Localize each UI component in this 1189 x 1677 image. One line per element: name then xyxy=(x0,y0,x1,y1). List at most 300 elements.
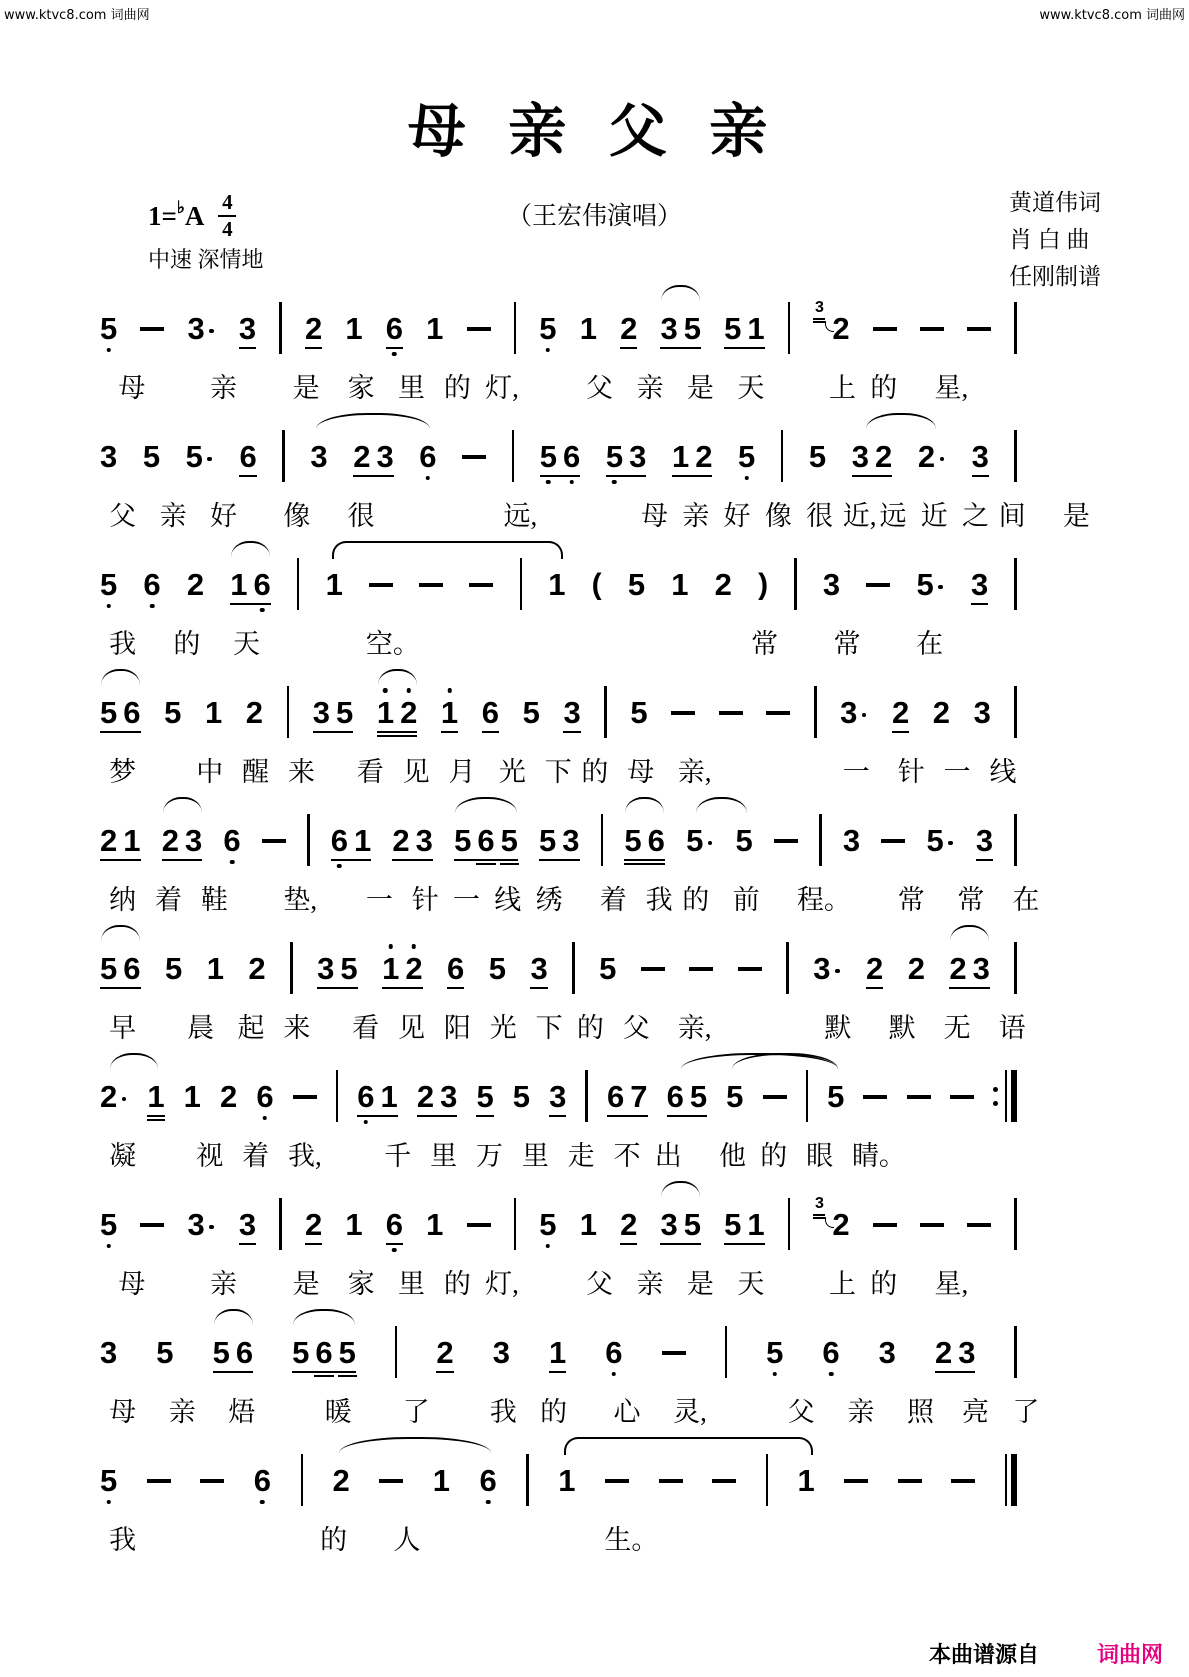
note: 1 xyxy=(345,311,363,346)
note-group xyxy=(671,569,688,600)
note-group xyxy=(239,1209,256,1240)
barline xyxy=(819,814,822,866)
lyric-syllable: 我 xyxy=(109,1525,137,1555)
slur-arc xyxy=(231,541,270,557)
lyric-syllable: 里 xyxy=(398,1269,426,1299)
lyric-syllable: 天 xyxy=(737,1269,765,1299)
note-group xyxy=(715,569,732,600)
note: 6 xyxy=(563,441,580,472)
barline xyxy=(1014,558,1017,610)
note: 5 xyxy=(735,823,753,858)
dash-note xyxy=(467,327,491,331)
eighth-beam xyxy=(386,1243,403,1245)
slur-arc xyxy=(110,1053,158,1069)
lyric-syllable: 近, xyxy=(842,501,877,531)
note-group xyxy=(840,697,868,728)
lyric-syllable: 我 xyxy=(645,885,673,915)
note-group xyxy=(382,953,423,984)
note-group xyxy=(813,1195,850,1242)
note-group xyxy=(580,313,597,344)
eighth-beam xyxy=(353,475,394,477)
lyric-syllable: 天 xyxy=(232,629,260,659)
dash-note xyxy=(262,839,286,843)
note-group xyxy=(223,825,240,856)
lyric-syllable: 在 xyxy=(916,629,944,659)
note: 5 xyxy=(683,311,701,346)
lyric-syllable: 中 xyxy=(196,757,224,787)
eighth-beam xyxy=(213,1371,254,1373)
lyric-syllable: 上 xyxy=(829,373,856,403)
note-group xyxy=(813,299,850,346)
dash-note xyxy=(907,1095,931,1099)
flat-icon: ♭ xyxy=(176,198,185,217)
lyric-syllable: 里 xyxy=(398,373,426,403)
eighth-beam xyxy=(476,1115,493,1117)
note-group xyxy=(165,953,182,984)
lyric-syllable: 默 xyxy=(824,1013,852,1043)
note-group xyxy=(441,697,458,728)
note: 5 xyxy=(142,439,161,474)
note-group xyxy=(143,569,160,600)
lyric-syllable: 月 xyxy=(448,757,476,787)
note: 1 xyxy=(426,311,444,346)
slur-arc xyxy=(661,285,700,301)
note: 3 xyxy=(878,1335,896,1370)
dash-note xyxy=(419,583,443,587)
lyric-syllable: 常 xyxy=(957,885,985,915)
note: 5 xyxy=(683,1207,701,1242)
lyric-syllable: 远, xyxy=(503,501,538,531)
note: 7 xyxy=(630,1079,648,1114)
lyric-syllable: 视 xyxy=(196,1141,224,1171)
lyric-syllable: 的 xyxy=(870,373,898,403)
composer-credit: 肖 白 曲 xyxy=(1009,227,1090,252)
eighth-beam xyxy=(162,859,203,861)
note-group xyxy=(436,1337,453,1368)
note-group xyxy=(482,697,499,728)
barline xyxy=(781,430,784,482)
dash-note xyxy=(873,327,897,331)
lyric-syllable: 是 xyxy=(292,373,320,403)
octave-dot-low xyxy=(337,864,342,869)
barline xyxy=(725,1326,728,1378)
augmentation-dot xyxy=(940,457,945,462)
note: 5 xyxy=(827,1079,845,1114)
lyric-syllable: 凝 xyxy=(109,1141,137,1171)
octave-dot-low xyxy=(260,1500,265,1505)
eighth-beam xyxy=(972,475,989,477)
eighth-beam xyxy=(852,475,893,477)
eighth-beam xyxy=(386,347,403,349)
lyric-syllable: 线 xyxy=(494,885,522,915)
lyric-syllable: 下 xyxy=(544,757,572,787)
note-group xyxy=(230,569,271,600)
eighth-beam xyxy=(305,347,322,349)
lyric-syllable: 的 xyxy=(576,1013,604,1043)
lyric-syllable: 亲 xyxy=(210,373,238,403)
lyric-syllable: 着 xyxy=(155,885,183,915)
key-do: 1 xyxy=(148,200,162,231)
eighth-beam xyxy=(482,731,499,733)
tempo-marking: 中速 深情地 xyxy=(148,247,264,272)
note-group xyxy=(100,1209,117,1240)
barline xyxy=(520,558,523,610)
eighth-beam xyxy=(540,475,581,477)
note: 3 xyxy=(188,313,216,344)
barline xyxy=(336,1070,339,1122)
note-group xyxy=(386,313,403,344)
time-signature xyxy=(218,192,236,240)
eighth-beam xyxy=(230,603,271,605)
lyric-syllable: 万 xyxy=(475,1141,503,1171)
octave-dot-low xyxy=(612,480,617,485)
dash-note xyxy=(738,967,762,971)
lyric-syllable: 人 xyxy=(393,1525,421,1555)
note: 3 xyxy=(415,823,433,858)
note: 2 xyxy=(186,567,205,602)
barline xyxy=(395,1326,398,1378)
note: 6 xyxy=(605,1337,622,1368)
note: 2 xyxy=(832,1207,850,1242)
time-denominator: 4 xyxy=(222,217,233,241)
note-group xyxy=(426,313,443,344)
note: 1 xyxy=(204,695,223,730)
note-group xyxy=(672,441,713,472)
lyric-syllable: 母 xyxy=(109,1397,137,1427)
lyric-syllable: 母 xyxy=(118,1269,146,1299)
note: 3 xyxy=(660,311,678,346)
note-group xyxy=(205,697,222,728)
note: 5 xyxy=(501,825,518,856)
eighth-beam xyxy=(563,731,580,733)
note-group xyxy=(377,697,418,728)
footer-brand-link[interactable]: 词曲网 xyxy=(1096,1642,1163,1667)
note: 5 xyxy=(488,951,506,986)
note: 5 xyxy=(808,439,827,474)
note-group xyxy=(100,1081,128,1112)
note-group xyxy=(239,313,256,344)
note-group xyxy=(852,441,893,472)
note: 2 xyxy=(161,823,179,858)
watermark-top-right: www.ktvc8.com 词曲网 xyxy=(1039,8,1185,23)
note: 1 xyxy=(123,823,141,858)
note-group xyxy=(100,825,141,856)
note-group xyxy=(326,569,343,600)
note: 6 xyxy=(822,1337,839,1368)
lyric-syllable: 光 xyxy=(489,1013,517,1043)
note: 3 xyxy=(563,695,581,730)
octave-dot-low xyxy=(106,348,111,353)
lyric-syllable: 着 xyxy=(242,1141,270,1171)
note: 6 xyxy=(607,1079,625,1114)
barline xyxy=(766,1454,769,1506)
lyric-syllable: 光 xyxy=(498,757,526,787)
lyric-syllable: 针 xyxy=(411,885,439,915)
octave-dot-low xyxy=(106,604,111,609)
slur-arc xyxy=(378,669,417,685)
dash-note xyxy=(950,1095,974,1099)
barline xyxy=(297,558,300,610)
lyric-syllable: 父 xyxy=(109,501,137,531)
lyric-syllable: 我 xyxy=(109,629,137,659)
note-group xyxy=(843,825,860,856)
note-group xyxy=(188,313,216,344)
notes-row xyxy=(100,410,1017,486)
note: 5 xyxy=(522,695,540,730)
lyric-syllable: 的 xyxy=(443,1269,471,1299)
note: 2 xyxy=(219,1079,238,1114)
note-group xyxy=(809,441,826,472)
note: 5 xyxy=(689,1079,708,1114)
note-group xyxy=(220,1081,237,1112)
lyric-syllable: 很 xyxy=(347,501,375,531)
augmentation-dot xyxy=(835,969,840,974)
octave-dot-high xyxy=(447,688,452,693)
dash-note xyxy=(140,1223,164,1227)
lyric-syllable: 了 xyxy=(402,1397,430,1427)
note: 5 xyxy=(724,311,742,346)
note: 3 xyxy=(376,439,394,474)
slur-arc xyxy=(661,1181,700,1197)
eighth-beam xyxy=(892,731,909,733)
lyric-syllable: 程。 xyxy=(796,885,851,915)
note-group xyxy=(628,569,645,600)
note: 1 xyxy=(558,1463,576,1498)
note-group xyxy=(822,1337,839,1368)
eighth-beam xyxy=(313,731,354,733)
note: 2 xyxy=(875,439,893,474)
notes-row xyxy=(100,922,1017,998)
dash-note xyxy=(774,839,798,843)
note: 2 xyxy=(100,1081,128,1112)
note-group xyxy=(686,825,714,856)
dash-note xyxy=(605,1479,629,1483)
octave-dot-low xyxy=(392,1248,397,1253)
eighth-beam xyxy=(667,1115,708,1117)
octave-dot-low xyxy=(546,480,551,485)
lyric-syllable: 的 xyxy=(870,1269,898,1299)
note-group xyxy=(599,953,616,984)
lyric-syllable: 的 xyxy=(443,373,471,403)
note-group xyxy=(827,1081,844,1112)
note: 1 xyxy=(377,697,394,728)
note: 3 xyxy=(813,953,841,984)
music-system xyxy=(100,666,1017,794)
note-group xyxy=(530,953,547,984)
eighth-beam xyxy=(100,859,141,861)
note: 3 xyxy=(971,439,989,474)
note: 2 xyxy=(865,951,884,986)
sixteenth-beam xyxy=(476,863,495,865)
dash-note xyxy=(719,711,743,715)
note-group xyxy=(823,569,840,600)
octave-dot-low xyxy=(829,1372,834,1377)
music-system xyxy=(100,794,1040,922)
eighth-beam xyxy=(935,1371,976,1373)
note-group xyxy=(353,441,394,472)
dash-note xyxy=(379,1479,403,1483)
lyric-syllable: 里 xyxy=(430,1141,458,1171)
octave-dot-high xyxy=(388,944,393,949)
note-group xyxy=(184,1081,201,1112)
note-group xyxy=(624,825,665,856)
barline xyxy=(301,1454,304,1506)
lyrics-row xyxy=(100,1126,1017,1180)
note: 3 xyxy=(310,439,328,474)
lyricist-credit: 黄道伟词 xyxy=(1009,190,1101,215)
slur-arc xyxy=(293,1309,355,1325)
lyric-syllable: 很 xyxy=(806,501,834,531)
note-group xyxy=(207,953,224,984)
octave-dot-low xyxy=(612,1372,617,1377)
lyric-syllable: 的 xyxy=(173,629,201,659)
octave-dot-low xyxy=(744,476,749,481)
eighth-beam xyxy=(530,987,547,989)
dash-note xyxy=(200,1479,224,1483)
eighth-beam xyxy=(147,1115,164,1117)
lyric-syllable: 了 xyxy=(1012,1397,1040,1427)
slur-arc xyxy=(101,925,140,941)
note-group xyxy=(305,1209,322,1240)
note-group xyxy=(866,953,883,984)
note: 6 xyxy=(256,1081,273,1112)
note-group xyxy=(256,1081,273,1112)
eighth-beam xyxy=(377,731,418,733)
note-group xyxy=(305,313,322,344)
music-system xyxy=(100,1050,1017,1178)
note-group xyxy=(357,1081,398,1112)
note-group xyxy=(239,441,256,472)
lyric-syllable: 家 xyxy=(347,373,375,403)
lyric-syllable: 灯, xyxy=(485,1269,519,1299)
barline xyxy=(1014,814,1017,866)
lyric-syllable: 父 xyxy=(586,373,613,403)
note: 5 xyxy=(100,569,117,600)
eighth-beam xyxy=(239,475,256,477)
lyric-syllable: 亲 xyxy=(159,501,187,531)
note-group xyxy=(392,825,433,856)
note: 1 xyxy=(579,311,597,346)
lyric-syllable: 之 xyxy=(961,501,989,531)
note: 6 xyxy=(254,569,271,600)
lyrics-row xyxy=(100,742,1017,796)
lyric-syllable: 语 xyxy=(998,1013,1026,1043)
barline xyxy=(1014,430,1017,482)
lyric-syllable: 亲 xyxy=(636,373,664,403)
eighth-beam xyxy=(382,987,423,989)
note-group xyxy=(908,953,925,984)
music-system xyxy=(100,410,1090,538)
notes-row xyxy=(100,1434,1017,1510)
note-group xyxy=(539,1209,556,1240)
note-group xyxy=(724,313,765,344)
eighth-beam xyxy=(417,1115,458,1117)
note-group xyxy=(254,1465,271,1496)
dash-note xyxy=(967,327,991,331)
key-equals: = xyxy=(161,200,177,231)
notes-row xyxy=(100,282,1017,358)
note: 2 xyxy=(405,953,422,984)
dash-note xyxy=(873,1223,897,1227)
note-group xyxy=(454,825,518,856)
note: 2 xyxy=(245,695,264,730)
dash-note xyxy=(863,1095,887,1099)
lyric-syllable: 千 xyxy=(384,1141,412,1171)
lyric-syllable: 的 xyxy=(320,1525,348,1555)
barline xyxy=(1014,1326,1017,1378)
note-group xyxy=(724,1209,765,1240)
note: 1 xyxy=(345,1207,363,1242)
eighth-beam xyxy=(620,347,637,349)
note-group xyxy=(100,953,141,984)
note-group xyxy=(317,953,358,984)
note: 6 xyxy=(386,1209,403,1240)
barline xyxy=(788,302,791,354)
barline xyxy=(290,942,293,994)
barline xyxy=(307,814,310,866)
note: 3 xyxy=(822,567,841,602)
parenthesis: ( xyxy=(591,568,602,601)
dash-note xyxy=(662,1351,686,1355)
note-group xyxy=(100,1465,117,1496)
performer-subtitle: （王宏伟演唱） xyxy=(506,203,682,230)
lyrics-row xyxy=(100,614,1017,668)
lyrics-row xyxy=(100,486,1090,540)
augmentation-dot xyxy=(209,329,214,334)
lyric-syllable: 前 xyxy=(732,885,760,915)
note-group xyxy=(976,825,993,856)
note-group xyxy=(549,1337,566,1368)
note-group xyxy=(143,441,160,472)
lyric-syllable: 睛。 xyxy=(851,1141,906,1171)
lyric-syllable: 焐 xyxy=(228,1397,256,1427)
note: 3 xyxy=(840,697,868,728)
eighth-beam xyxy=(436,1371,453,1373)
note: 5 xyxy=(726,1079,744,1114)
note-group xyxy=(480,1465,497,1496)
barline xyxy=(786,942,789,994)
barline xyxy=(1014,686,1017,738)
note: 2 xyxy=(400,697,417,728)
eighth-beam xyxy=(100,987,141,989)
note: 1 xyxy=(671,439,690,474)
note: 5 xyxy=(339,1337,356,1368)
note: 5 xyxy=(738,441,755,472)
eighth-beam xyxy=(949,987,990,989)
lyric-syllable: 常 xyxy=(833,629,861,659)
note-group xyxy=(972,441,989,472)
note: 5 xyxy=(100,313,117,344)
slur-arc xyxy=(455,797,517,813)
lyric-syllable: 见 xyxy=(398,1013,426,1043)
barline xyxy=(601,814,604,866)
lyric-syllable: 绣 xyxy=(535,885,563,915)
note: 5 xyxy=(335,695,354,730)
note-group xyxy=(100,569,117,600)
footer-source-text: 本曲谱源自 xyxy=(928,1642,1039,1667)
eighth-beam xyxy=(392,859,433,861)
lyric-syllable: 我 xyxy=(489,1397,517,1427)
note-group xyxy=(100,441,117,472)
lyric-syllable: 亲 xyxy=(682,501,710,531)
lyric-syllable: 不 xyxy=(613,1141,641,1171)
slur-arc xyxy=(625,797,664,813)
note-group xyxy=(549,1081,566,1112)
slur-arc xyxy=(101,669,140,685)
note-group xyxy=(213,1337,254,1368)
note: 2 xyxy=(416,1079,435,1114)
note: 1 xyxy=(671,567,689,602)
